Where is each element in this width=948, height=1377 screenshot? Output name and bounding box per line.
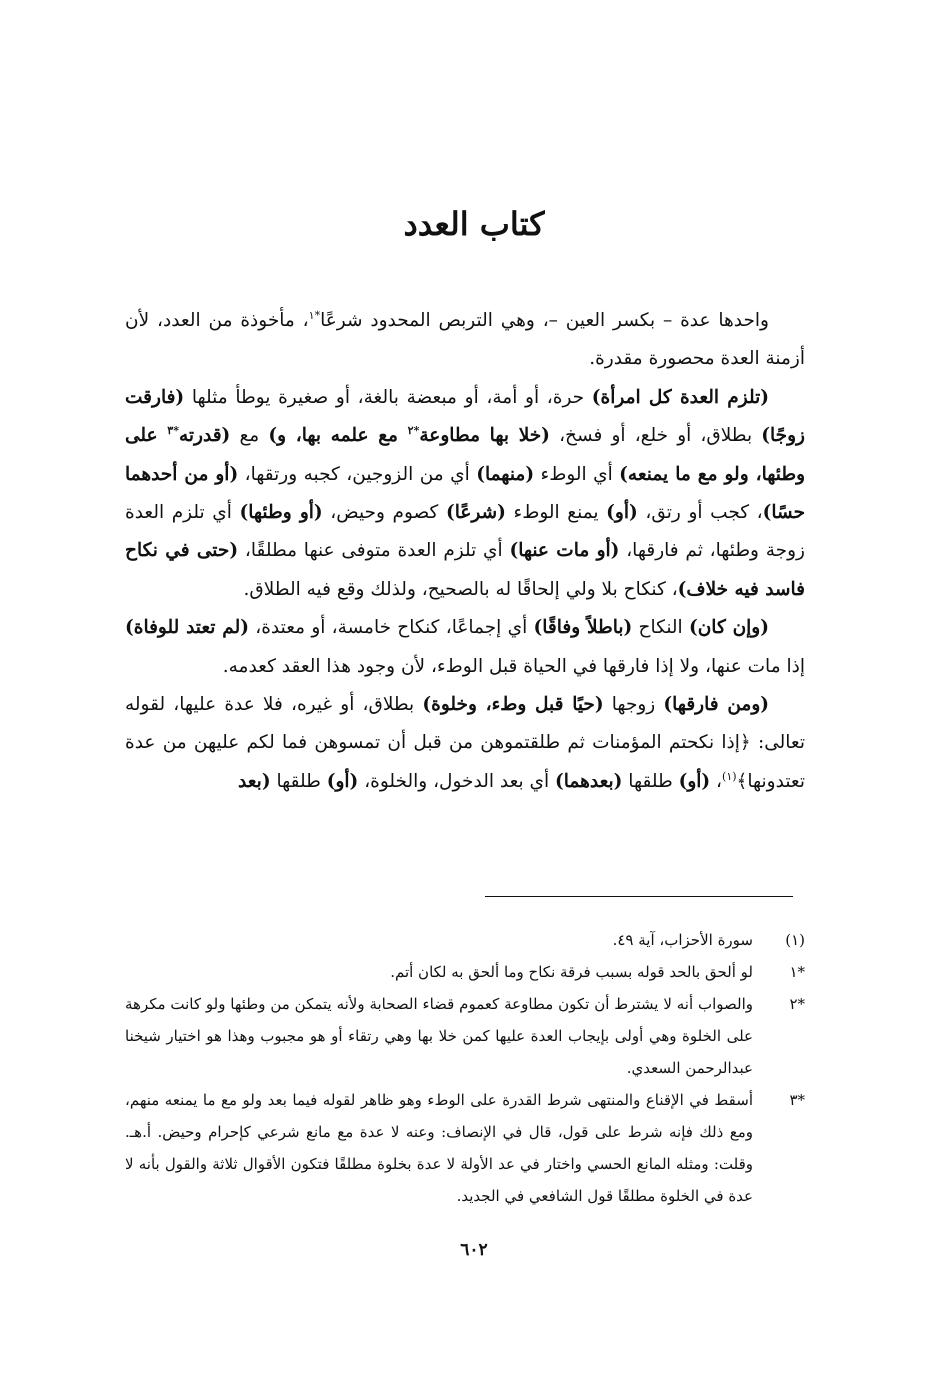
paragraph (125, 302, 805, 379)
matn-text: (أو) (326, 770, 359, 792)
footnote (125, 924, 805, 956)
footnote-divider (485, 896, 793, 897)
footnote-text: أسقط في الإقناع والمنتهى شرط القدرة على الوطء وهو ظاهر لقوله فيما بعد ولو مع ما يمنعه منهم، ومع ذلك فإنه شرط على قول، قال في الإنصاف: وعنه لا عدة مع مانع شرعي كإحرام وحيض. أ.هـ. وقلت: ومثله المانع الحسي واختار في عد الأولة لا عدة بخلوة مطلقًا فتكون الأقوال ثلاثة والقول بأنه لا عدة في الخلوة مطلقًا قول الشافعي في الجديد. (125, 1091, 753, 1205)
sharh-text: أي تلزم العدة متوفى عنها مطلقًا، (238, 540, 510, 562)
sharh-text: زوجها (603, 694, 664, 716)
footnote-marker: *٣ (789, 1091, 805, 1109)
sharh-text: ، (710, 770, 723, 792)
matn-text: (حتى في نكاح فاسد فيه خلاف) (125, 540, 805, 600)
footnote-text: والصواب أنه لا يشترط أن تكون مطاوعة كعموم قضاء الصحابة ولأنه يتمكن من وطئها ولو كانت مكرهة على الخلوة وهي أولى بإيجاب العدة عليها كمن خلا بها وهي رتقاء أو هو مجبوب وهذا هو اختيار شيخنا عبدالرحمن السعدي. (125, 995, 753, 1077)
footnote-text: لو ألحق بالحد قوله بسبب فرقة نكاح وما ألحق به لكان أتم. (390, 963, 753, 981)
matn-text: مع علمه بها، و) (268, 425, 408, 447)
matn-text: (وإن كان) (688, 617, 769, 639)
sharh-text: أي إجماعًا، كنكاح خامسة، أو معتدة، (248, 617, 534, 639)
matn-text: (باطلاً وفاقًا) (533, 617, 633, 639)
footnote-marker: (١) (785, 931, 805, 949)
footnotes (125, 924, 805, 1212)
sharh-text: النكاح (632, 617, 689, 639)
sharh-text: طلقها (622, 770, 679, 792)
matn-text: (أو وطئها) (239, 502, 323, 524)
sharh-text: طلقها (270, 770, 327, 792)
sharh-text: مع (230, 425, 269, 447)
footnote-reference: *٢ (407, 424, 420, 438)
matn-text: (بعد (238, 770, 271, 792)
footnote-text: سورة الأحزاب، آية ٤٩. (612, 931, 753, 949)
sharh-text: حرة، أو أمة، أو مبعضة بالغة، أو صغيرة يوطأ مثلها (184, 386, 592, 408)
matn-text: (بعدهما) (555, 770, 623, 792)
sharh-text: بطلاق، أو خلع، أو فسخ، (549, 425, 762, 447)
footnote (125, 988, 805, 1084)
paragraph (125, 609, 805, 686)
page-number: ٦٠٢ (460, 1240, 488, 1260)
footnote (125, 956, 805, 988)
matn-text: (فارقت زوجًا) (125, 386, 805, 447)
sharh-text: أي من الزوجين، كجبه ورتقها، (238, 463, 477, 485)
sharh-text: إذا مات عنها، ولا إذا فارقها في الحياة قبل الوطء، لأن وجود هذا العقد كعدمه. (222, 655, 805, 677)
matn-text: (ومن فارقها) (663, 694, 770, 716)
matn-text: (أو) (678, 770, 711, 792)
sharh-text: ، كنكاح بلا ولي إلحاقًا له بالصحيح، ولذلك وقع فيه الطلاق. (243, 578, 678, 600)
sharh-text: ، كجب أو رتق، (637, 502, 763, 524)
matn-text: (أو) (606, 502, 638, 524)
footnote-marker: *٢ (789, 995, 805, 1013)
sharh-text: كصوم وحيض، (322, 502, 446, 524)
matn-text: (منهما) (476, 463, 535, 485)
paragraph (125, 686, 805, 801)
sharh-text: أي بعد الدخول، والخلوة، (358, 770, 556, 792)
footnote-reference: *٣ (167, 424, 179, 438)
matn-text: (خلا بها مطاوعة (419, 425, 550, 447)
sharh-text: واحدها عدة – بكسر العين –، وهي التربص المحدود شرعًا (320, 310, 769, 331)
matn-text: (تلزم العدة كل امرأة) (591, 386, 769, 408)
sharh-text: أي الوطء (534, 463, 620, 485)
sharh-text: بطلاق، أو غيره، فلا عدة عليها، لقوله تعالى: ﴿إذا نكحتم المؤمنات ثم طلقتموهن من قبل أن تمسوهن فما لكم عليهن من عدة تعتدونها﴾ (125, 694, 805, 792)
paragraph (125, 379, 805, 609)
footnote (125, 1084, 805, 1212)
matn-text: (حيًا قبل وطء، وخلوة) (422, 694, 604, 716)
sharh-text: أي تلزم العدة زوجة وطئها، ثم فارقها، (125, 502, 805, 562)
footnote-marker: *١ (789, 963, 805, 981)
footnote-reference: *١ (308, 308, 321, 322)
matn-text: (شرعًا) (446, 502, 506, 524)
matn-text: (أو مات عنها) (509, 540, 620, 562)
sharh-text: ، مأخوذة من العدد، لأن أزمنة العدة محصورة مقدرة. (125, 310, 805, 370)
matn-text: على وطئها، ولو مع ما يمنعه) (125, 425, 806, 485)
chapter-title: كتاب العدد (403, 205, 545, 243)
footnote-reference: (١) (722, 769, 737, 783)
matn-text: (قدرته (178, 425, 231, 447)
matn-text: (لم تعتد للوفاة) (125, 617, 249, 639)
sharh-text: يمنع الوطء (505, 502, 607, 524)
matn-text: (أو من أحدهما حسًا) (125, 463, 806, 524)
main-text (125, 302, 805, 801)
